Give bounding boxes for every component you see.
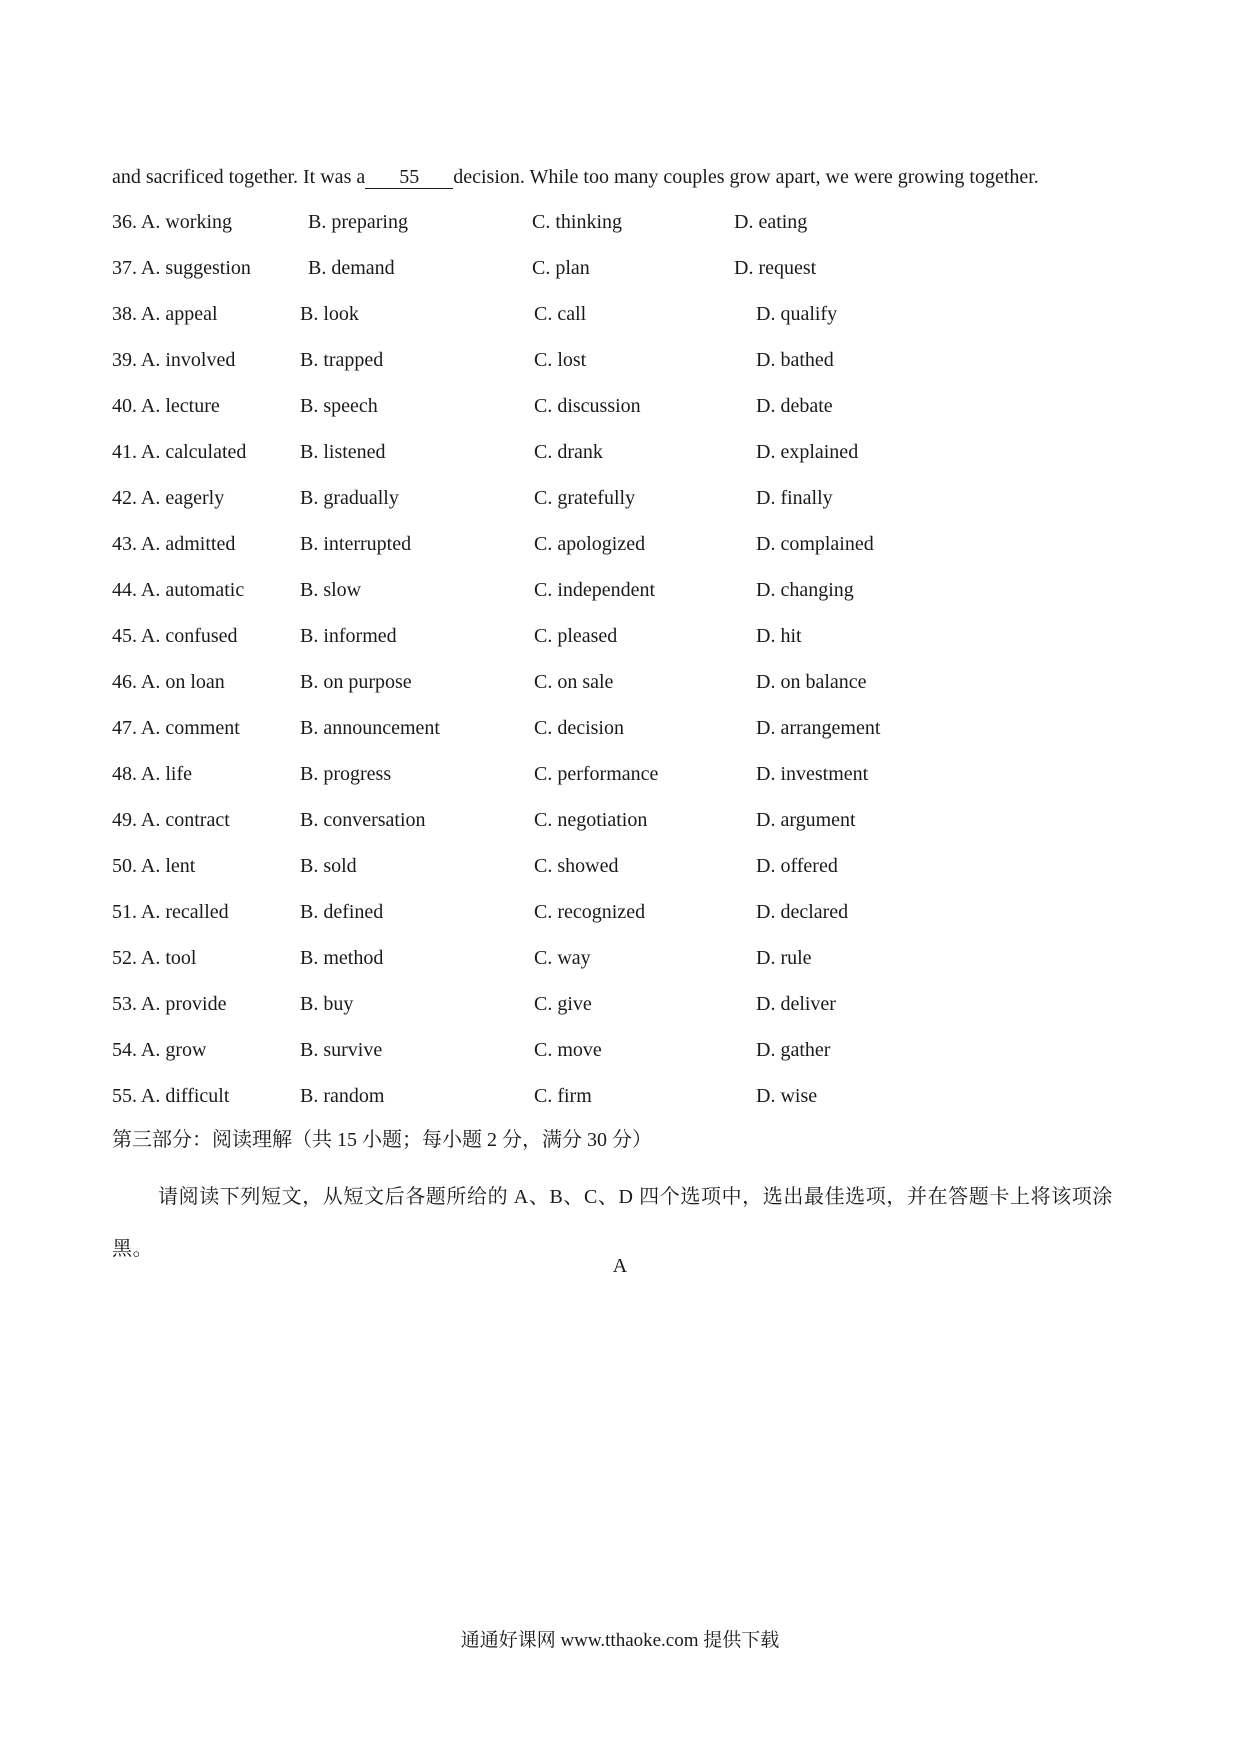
option-d: D. wise	[756, 1085, 818, 1107]
section-heading: 第三部分：阅读理解（共 15 小题；每小题 2 分，满分 30 分）	[112, 1129, 652, 1151]
footer-source: 通通好课网 www.tthaoke.com 提供下载	[460, 1630, 780, 1651]
question-number-option-a	[112, 714, 240, 742]
question-number: 36.	[112, 211, 137, 233]
option-b: B. sold	[300, 855, 357, 877]
passage-label: A	[612, 1255, 628, 1277]
option-a: A. automatic	[140, 579, 245, 601]
option-b: B. gradually	[300, 487, 399, 509]
option-b: B. interrupted	[300, 533, 412, 555]
option-d: D. complained	[756, 533, 874, 555]
option-c: C. call	[534, 303, 587, 325]
option-c: C. pleased	[534, 625, 618, 647]
option-c: C. on sale	[534, 671, 614, 693]
question-number-option-a	[112, 392, 220, 420]
question-number-option-a	[112, 484, 224, 512]
question-number: 50.	[112, 855, 137, 877]
option-c: C. recognized	[534, 901, 646, 923]
question-number: 49.	[112, 809, 137, 831]
question-number: 48.	[112, 763, 137, 785]
option-a: A. recalled	[140, 901, 229, 923]
question-number-option-a	[112, 1036, 206, 1064]
option-d: D. finally	[756, 487, 833, 509]
question-row	[112, 990, 1112, 1036]
question-number: 42.	[112, 487, 137, 509]
question-row	[112, 852, 1112, 898]
question-number-option-a	[112, 254, 251, 282]
option-b: B. conversation	[300, 809, 426, 831]
option-b: B. preparing	[308, 211, 408, 233]
option-c: C. independent	[534, 579, 656, 601]
option-a: A. comment	[140, 717, 240, 739]
question-number-option-a	[112, 530, 235, 558]
option-a: A. difficult	[140, 1085, 230, 1107]
option-c: C. apologized	[534, 533, 646, 555]
question-number-option-a	[112, 852, 195, 880]
option-c: C. lost	[534, 349, 587, 371]
question-number-option-a	[112, 208, 232, 236]
option-d: D. on balance	[756, 671, 867, 693]
question-number: 47.	[112, 717, 137, 739]
option-d: D. investment	[756, 763, 869, 785]
option-d: D. rule	[756, 947, 812, 969]
question-row	[112, 714, 1112, 760]
option-b: B. method	[300, 947, 384, 969]
question-number: 41.	[112, 441, 137, 463]
option-a: A. appeal	[140, 303, 218, 325]
question-row	[112, 300, 1112, 346]
question-number: 53.	[112, 993, 137, 1015]
option-a: A. suggestion	[140, 257, 251, 279]
option-c: C. performance	[534, 763, 659, 785]
option-c: C. gratefully	[534, 487, 636, 509]
question-number-option-a	[112, 576, 244, 604]
option-b: B. speech	[300, 395, 378, 417]
option-a: A. confused	[140, 625, 238, 647]
option-b: B. informed	[300, 625, 397, 647]
option-b: B. defined	[300, 901, 384, 923]
question-number-option-a	[112, 944, 196, 972]
option-d: D. offered	[756, 855, 838, 877]
option-b: B. survive	[300, 1039, 383, 1061]
question-number: 38.	[112, 303, 137, 325]
option-d: D. deliver	[756, 993, 836, 1015]
question-row	[112, 208, 1112, 254]
option-c: C. move	[534, 1039, 602, 1061]
question-number: 54.	[112, 1039, 137, 1061]
option-a: A. working	[140, 211, 233, 233]
option-c: C. give	[534, 993, 592, 1015]
question-number: 51.	[112, 901, 137, 923]
question-row	[112, 944, 1112, 990]
question-row	[112, 438, 1112, 484]
option-d: D. debate	[756, 395, 833, 417]
question-number: 39.	[112, 349, 137, 371]
option-a: A. contract	[140, 809, 230, 831]
option-b: B. demand	[308, 257, 395, 279]
option-d: D. arrangement	[756, 717, 881, 739]
option-c: C. plan	[532, 257, 590, 279]
question-number-option-a	[112, 622, 238, 650]
closing-text-before: and sacrificed together. It was a	[112, 166, 366, 188]
option-a: A. lent	[140, 855, 196, 877]
option-b: B. on purpose	[300, 671, 412, 693]
option-d: D. qualify	[756, 303, 838, 325]
answer-options-list	[112, 208, 1112, 1128]
option-c: C. drank	[534, 441, 603, 463]
question-number-option-a	[112, 990, 226, 1018]
option-a: A. provide	[140, 993, 227, 1015]
option-a: A. involved	[140, 349, 236, 371]
option-d: D. bathed	[756, 349, 834, 371]
option-b: B. listened	[300, 441, 386, 463]
question-number-option-a	[112, 806, 230, 834]
option-a: A. grow	[140, 1039, 207, 1061]
blank-55: 55	[365, 166, 453, 189]
question-number-option-a	[112, 898, 229, 926]
passage-closing-line	[112, 163, 1039, 191]
option-c: C. negotiation	[534, 809, 648, 831]
option-b: B. announcement	[300, 717, 440, 739]
option-d: D. explained	[756, 441, 859, 463]
question-row	[112, 392, 1112, 438]
question-number: 46.	[112, 671, 137, 693]
option-c: C. firm	[534, 1085, 592, 1107]
option-c: C. way	[534, 947, 591, 969]
option-d: D. argument	[756, 809, 856, 831]
option-d: D. declared	[756, 901, 849, 923]
question-number: 44.	[112, 579, 137, 601]
question-row	[112, 346, 1112, 392]
question-number-option-a	[112, 760, 192, 788]
question-row	[112, 622, 1112, 668]
question-row	[112, 668, 1112, 714]
option-b: B. trapped	[300, 349, 384, 371]
option-a: A. lecture	[140, 395, 220, 417]
question-row	[112, 760, 1112, 806]
option-b: B. progress	[300, 763, 392, 785]
question-row	[112, 576, 1112, 622]
question-number: 40.	[112, 395, 137, 417]
question-row	[112, 254, 1112, 300]
section-instructions: 请阅读下列短文，从短文后各题所给的 A、B、C、D 四个选项中，选出最佳选项，并在答题卡上将该项涂黑。	[112, 1186, 1113, 1260]
option-a: A. on loan	[140, 671, 225, 693]
option-a: A. admitted	[140, 533, 236, 555]
option-c: C. discussion	[534, 395, 641, 417]
question-number-option-a	[112, 1082, 229, 1110]
question-number-option-a	[112, 438, 246, 466]
option-d: D. hit	[756, 625, 802, 647]
option-a: A. calculated	[140, 441, 247, 463]
option-a: A. life	[140, 763, 192, 785]
question-number-option-a	[112, 668, 225, 696]
option-b: B. random	[300, 1085, 385, 1107]
option-d: D. eating	[734, 211, 808, 233]
option-c: C. thinking	[532, 211, 623, 233]
option-c: C. showed	[534, 855, 619, 877]
question-number: 43.	[112, 533, 137, 555]
question-number: 45.	[112, 625, 137, 647]
question-row	[112, 1082, 1112, 1128]
question-number-option-a	[112, 300, 218, 328]
question-row	[112, 1036, 1112, 1082]
option-a: A. eagerly	[140, 487, 225, 509]
question-number: 55.	[112, 1085, 137, 1107]
closing-text-after: decision. While too many couples grow apart, we were growing together.	[453, 166, 1039, 188]
option-b: B. buy	[300, 993, 354, 1015]
question-row	[112, 898, 1112, 944]
question-number-option-a	[112, 346, 235, 374]
option-d: D. changing	[756, 579, 854, 601]
question-row	[112, 484, 1112, 530]
question-row	[112, 806, 1112, 852]
option-c: C. decision	[534, 717, 624, 739]
option-d: D. gather	[756, 1039, 831, 1061]
option-b: B. look	[300, 303, 359, 325]
option-d: D. request	[734, 257, 817, 279]
question-number: 37.	[112, 257, 137, 279]
question-row	[112, 530, 1112, 576]
option-a: A. tool	[140, 947, 197, 969]
option-b: B. slow	[300, 579, 362, 601]
question-number: 52.	[112, 947, 137, 969]
